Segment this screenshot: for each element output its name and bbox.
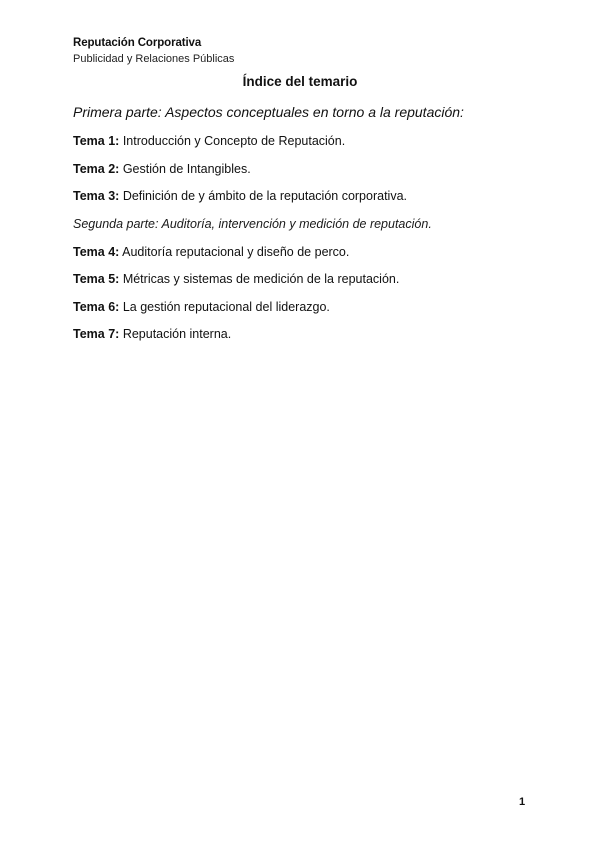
toc-item-text: Introducción y Concepto de Reputación. [122,134,346,148]
toc-item-text: Métricas y sistemas de medición de la reputación. [122,272,400,286]
toc-item-text: La gestión reputacional del liderazgo. [122,299,330,314]
toc-item-tema-3 [73,187,543,205]
toc-item-text: Gestión de Intangibles. [122,161,251,176]
toc-item-tema-6 [73,298,543,316]
toc-item-label: Tema 7: [73,327,120,341]
toc-item-text: Reputación interna. [122,327,232,341]
page-title: Índice del temario [242,74,358,89]
toc-item-tema-5 [73,270,543,288]
toc-item-label: Tema 5: [73,272,120,286]
toc-item-label: Tema 1: [73,134,120,148]
toc-item-label: Tema 4: [73,244,120,259]
part-two-heading: Segunda parte: Auditoría, intervención y medición de reputación. [73,216,432,231]
table-of-contents [73,103,543,353]
toc-item-label: Tema 6: [73,299,120,314]
toc-item-label: Tema 3: [73,189,120,203]
page-number: 1 [519,796,526,808]
toc-item-label: Tema 2: [73,161,120,176]
toc-item-tema-2 [73,160,543,178]
toc-item-tema-1 [73,132,543,150]
toc-item-text: Definición de y ámbito de la reputación corporativa. [122,189,407,203]
header-degree-subtitle: Publicidad y Relaciones Públicas [73,53,235,65]
header-course-title: Reputación Corporativa [73,37,202,49]
toc-item-tema-7 [73,325,543,343]
toc-item-tema-4 [73,243,543,261]
toc-item-text: Auditoría reputacional y diseño de perco. [122,244,350,259]
part-one-heading: Primera parte: Aspectos conceptuales en torno a la reputación: [73,104,464,120]
